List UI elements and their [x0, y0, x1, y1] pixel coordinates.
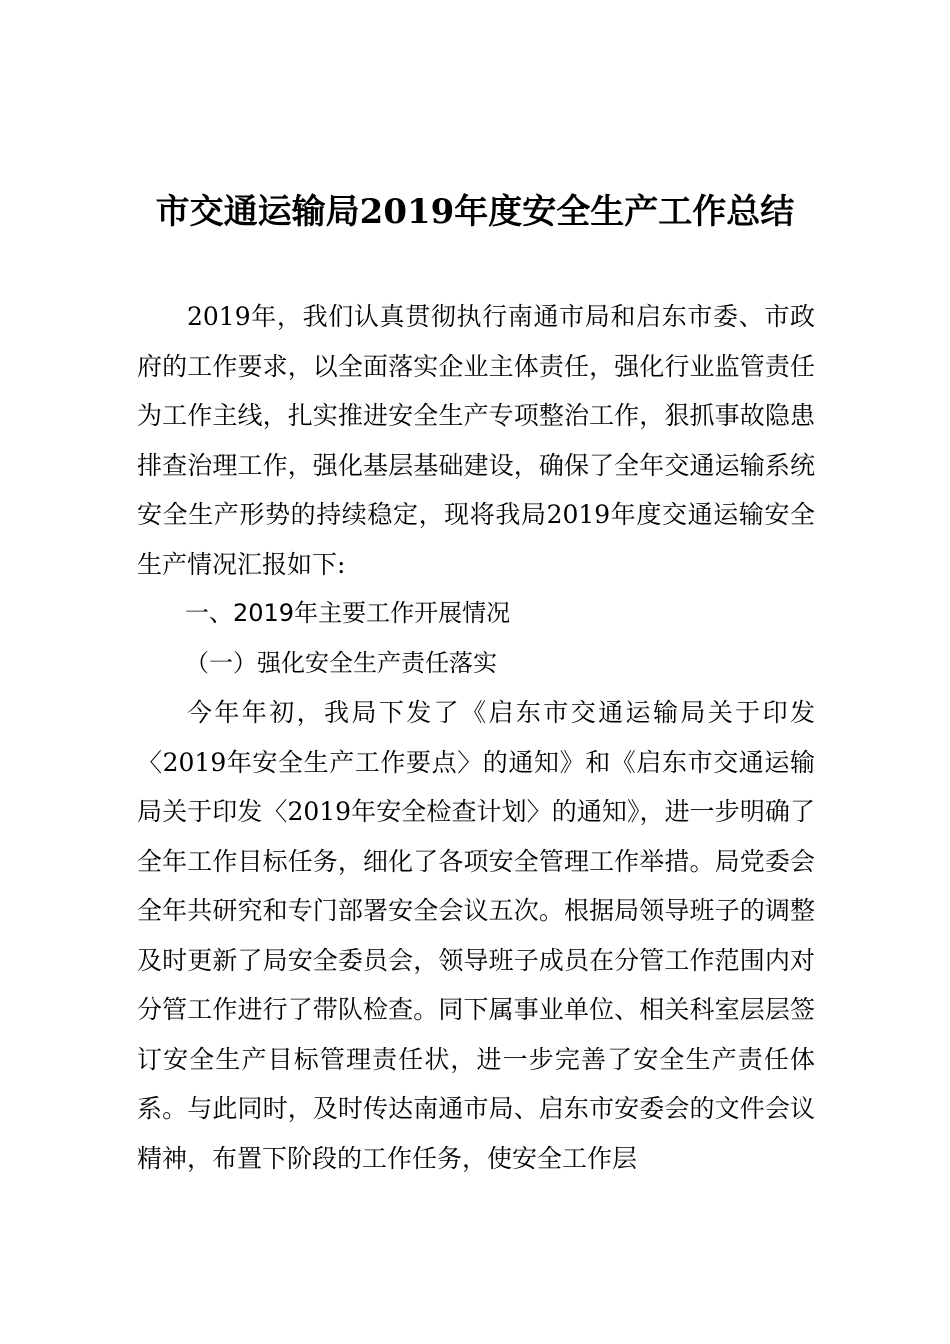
document-title: 市交通运输局2019年度安全生产工作总结: [155, 192, 795, 232]
subsection-paragraph: 今年年初，我局下发了《启东市交通运输局关于印发〈2019年安全生产工作要点〉的通知》和《启东市交通运输局关于印发〈2019年安全检查计划〉的通知》，进一步明确了全年工作目标任务，细化了各项安全管理工作举措。局党委会全年共研究和专门部署安全会议五次。根据局领导班子的调整及时更新了局安全委员会，领导班子成员在分管工作范围内对分管工作进行了带队检查。同下属事业单位、相关科室层层签订安全生产目标管理责任状，进一步完善了安全生产责任体系。与此同时，及时传达南通市局、启东市安委会的文件会议精神，布置下阶段的工作任务，使安全工作层: [137, 698, 815, 1173]
section-heading: 一、2019年主要工作开展情况: [185, 599, 511, 627]
subsection-heading: （一）强化安全生产责任落实: [185, 648, 497, 677]
intro-paragraph: 2019年，我们认真贯彻执行南通市局和启东市委、市政府的工作要求，以全面落实企业主体责任，强化行业监管责任为工作主线，扎实推进安全生产专项整治工作，狠抓事故隐患排查治理工作，强化基层基础建设，确保了全年交通运输系统安全生产形势的持续稳定，现将我局2019年度交通运输安全生产情况汇报如下:: [137, 302, 815, 579]
document-body: [137, 292, 815, 1183]
